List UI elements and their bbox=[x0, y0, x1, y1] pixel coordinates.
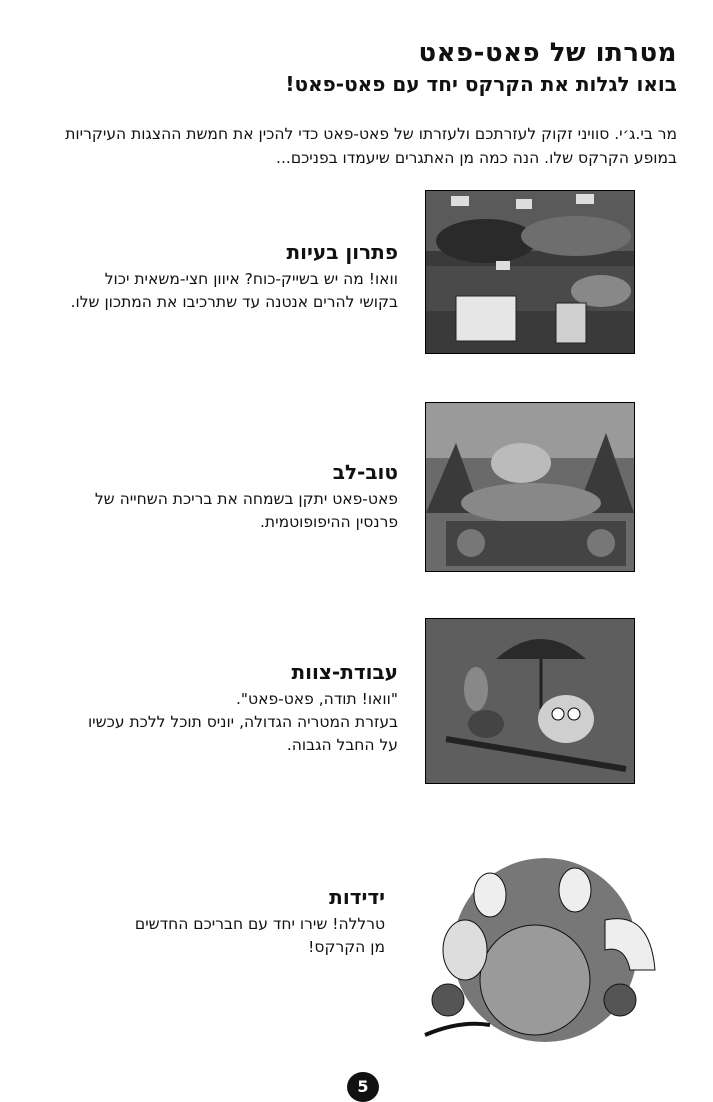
section-line: על החבל הגבוה. bbox=[286, 736, 398, 754]
section-line: "וואו! תודה, פאט-פאט". bbox=[236, 690, 398, 708]
section-heading: פתרון בעיות bbox=[286, 240, 398, 264]
section-friendship bbox=[117, 885, 677, 959]
section-line: פאט-פאט יתקן בשמחה את בריכת השחייה של bbox=[94, 490, 398, 508]
section-line: בקושי להרים אנטנה עד שתרכיבו את המתכון שלו. bbox=[70, 293, 398, 311]
intro-line: מר בי.ג׳י. סוויני זקוק לעזרתכם ולעזרתו של פאט-פאט כדי להכין את חמשת ההצגות העיקריות bbox=[65, 125, 677, 143]
section-line: וואו! מה יש בשייק-כוח? איוון חצי-משאית יכול bbox=[104, 270, 398, 288]
section-line: טרללה! שירו יחד עם חבריכם החדשים מן הקרקס! bbox=[134, 915, 385, 956]
section-teamwork bbox=[38, 660, 398, 757]
screenshot-shake-recipe bbox=[425, 190, 635, 354]
section-line: פרנסין ההיפופוטמית. bbox=[260, 513, 398, 531]
section-heading: עבודת-צוות bbox=[291, 660, 398, 684]
screenshot-umbrella-tightrope bbox=[425, 618, 635, 784]
page-subtitle: בואו לגלות את הקרקס יחד עם פאט-פאט! bbox=[285, 72, 677, 96]
section-line: בעזרת המטריה הגדולה, יוניס תוכל ללכת עכשיו bbox=[87, 713, 398, 731]
intro-paragraph bbox=[37, 122, 677, 170]
page-number: 5 bbox=[347, 1072, 379, 1102]
section-heading: ידידות bbox=[329, 885, 385, 909]
page-title: מטרתו של פאט-פאט bbox=[418, 38, 677, 68]
intro-line: במופע הקרקס שלו. הנה כמה מן האתגרים שיעמדו בפניכם... bbox=[276, 149, 677, 167]
screenshot-pool-repair bbox=[425, 402, 635, 572]
section-kindness bbox=[38, 460, 398, 534]
section-problem-solving bbox=[38, 240, 398, 314]
section-heading: טוב-לב bbox=[332, 460, 398, 484]
